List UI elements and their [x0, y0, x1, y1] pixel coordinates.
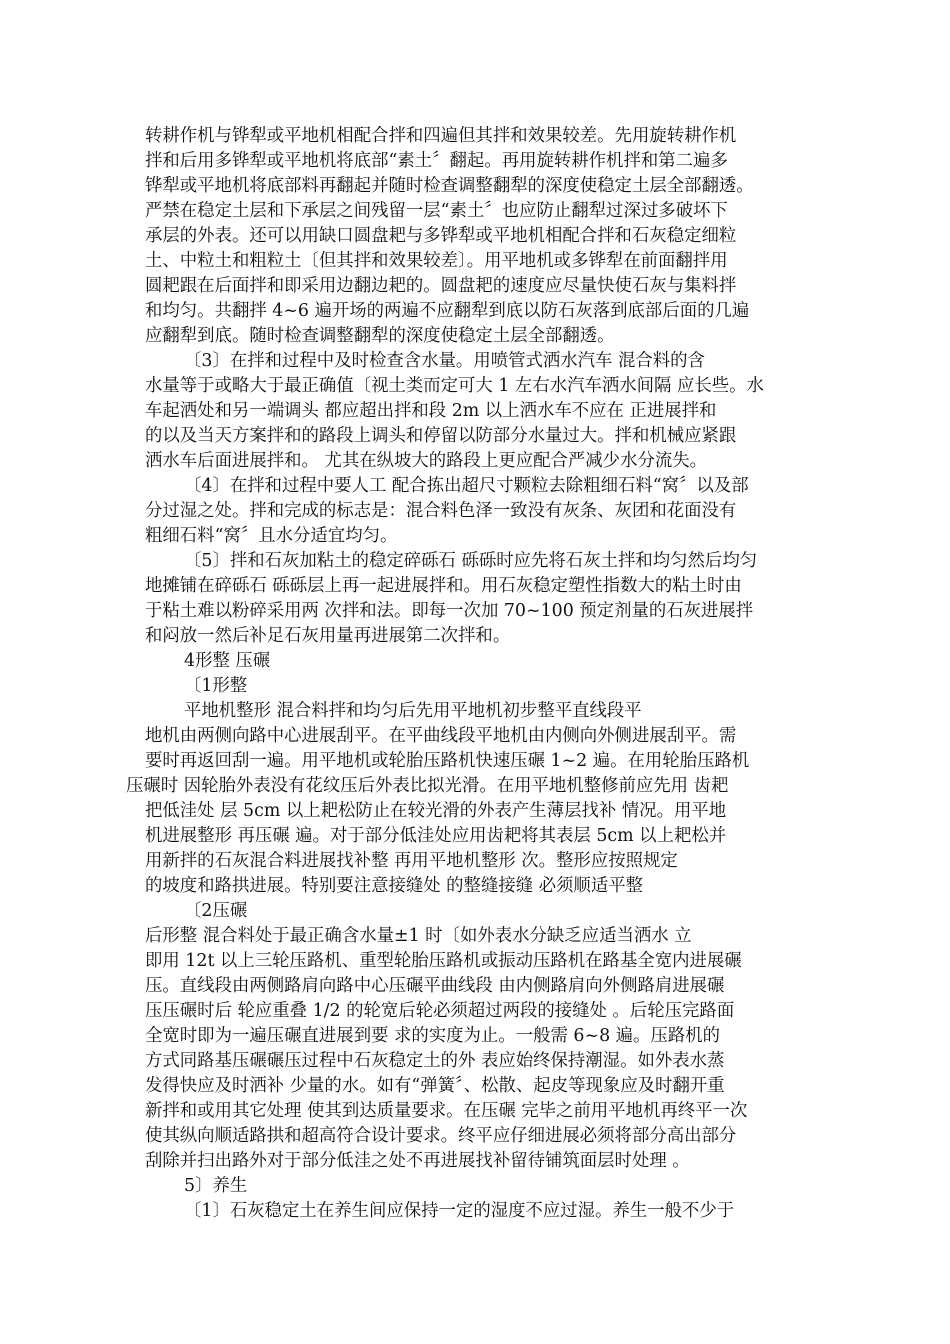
subsection-heading: 〔2压碾	[184, 901, 248, 921]
text-line: 方式同路基压碾碾压过程中石灰稳定土的外 表应始终保持潮湿。如外表水蒸	[145, 1051, 725, 1071]
text-line: 承层的外表。还可以用缺口圆盘耙与多铧犁或平地机相配合拌和石灰稳定细粒	[145, 226, 737, 246]
text-line: 用新拌的石灰混合料进展找补整 再用平地机整形 次。整形应按照规定	[145, 851, 678, 871]
text-line: 〔4〕在拌和过程中要人工 配合拣出超尺寸颗粒去除粗细石料“窝〞以及部	[184, 476, 749, 496]
text-line: 〔1〕石灰稳定土在养生间应保持一定的湿度不应过湿。养生一般不少于	[184, 1201, 735, 1221]
text-line: 应翻犁到底。随时检查调整翻犁的深度使稳定土层全部翻透。	[145, 326, 615, 346]
text-line: 地摊铺在碎砾石 砾砾层上再一起进展拌和。用石灰稳定塑性指数大的粘土时由	[145, 576, 742, 596]
text-line: 刮除并扫出路外对于部分低洼之处不再进展找补留待铺筑面层时处理 。	[145, 1151, 690, 1171]
text-line: 机进展整形 再压碾 遍。对于部分低洼处应用齿耙将其表层 5cm 以上耙松并	[145, 826, 727, 846]
text-line: 洒水车后面进展拌和。 尤其在纵坡大的路段上更应配合严减少水分流失。	[145, 451, 708, 471]
text-line: 发得快应及时洒补 少量的水。如有“弹簧〞、松散、起皮等现象应及时翻开重	[145, 1076, 725, 1096]
text-line: 严禁在稳定土层和下承层之间残留一层“素土〞也应防止翻犁过深过多破坏下	[145, 201, 728, 221]
text-line: 压碾时 因轮胎外表没有花纹压后外表比拟光滑。在用平地机整修前应先用 齿耙	[126, 776, 729, 796]
text-line: 地机由两侧向路中心进展刮平。在平曲线段平地机由内侧向外侧进展刮平。需	[145, 726, 737, 746]
subsection-heading: 〔1形整	[184, 676, 248, 696]
text-line: 平地机整形 混合料拌和均匀后先用平地机初步整平直线段平	[184, 701, 642, 721]
text-line: 后形整 混合料处于最正确含水量±1 时〔如外表水分缺乏应适当洒水 立	[145, 926, 692, 946]
text-line: 压压碾时后 轮应重叠 1/2 的轮宽后轮必须超过两段的接缝处 。后轮压完路面	[145, 1001, 735, 1021]
text-line: 于粘土难以粉碎采用两 次拌和法。即每一次加 70~100 预定剂量的石灰进展拌	[145, 601, 754, 621]
text-line: 铧犁或平地机将底部料再翻起并随时检查调整翻犁的深度使稳定土层全部翻透。	[145, 176, 754, 196]
text-line: 土、中粒土和粗粒土〔但其拌和效果较差〕。用平地机或多铧犁在前面翻拌用	[145, 251, 728, 271]
text-line: 和均匀。共翻拌 4~6 遍开场的两遍不应翻犁到底以防石灰落到底部后面的几遍	[145, 301, 750, 321]
text-line: 压。直线段由两侧路肩向路中心压碾平曲线段 由内侧路肩向外侧路肩进展碾	[145, 976, 725, 996]
text-line: 圆耙跟在后面拌和即采用边翻边耙的。圆盘耙的速度应尽量快使石灰与集料拌	[145, 276, 737, 296]
text-line: 拌和后用多铧犁或平地机将底部“素土〞翻起。再用旋转耕作机拌和第二遍多	[145, 151, 728, 171]
text-line: 的坡度和路拱进展。特别要注意接缝处 的整缝接缝 必须顺适平整	[145, 876, 643, 896]
text-line: 水量等于或略大于最正确值〔视土类而定可大 1 左右水汽车洒水间隔 应长些。水	[145, 376, 764, 396]
text-line: 全宽时即为一遍压碾直进展到要 求的实度为止。一般需 6~8 遍。压路机的	[145, 1026, 721, 1046]
text-line: 的以及当天方案拌和的路段上调头和停留以防部分水量过大。拌和机械应紧跟	[145, 426, 737, 446]
text-line: 要时再返回刮一遍。用平地机或轮胎压路机快速压碾 1~2 遍。在用轮胎压路机	[145, 751, 750, 771]
text-line: 粗细石料“窝〞且水分适宜均匀。	[145, 526, 398, 546]
text-line: 〔3〕在拌和过程中及时检查含水量。用喷管式洒水汽车 混合料的含	[184, 351, 705, 371]
text-line: 即用 12t 以上三轮压路机、重型轮胎压路机或振动压路机在路基全宽内进展碾	[145, 951, 742, 971]
section-heading: 5〕养生	[184, 1176, 248, 1196]
text-line: 车起洒处和另一端调头 都应超出拌和段 2m 以上洒水车不应在 正进展拌和	[145, 401, 717, 421]
text-line: 新拌和或用其它处理 使其到达质量要求。在压碾 完毕之前用平地机再终平一次	[145, 1101, 748, 1121]
text-line: 转耕作机与铧犁或平地机相配合拌和四遍但其拌和效果较差。先用旋转耕作机	[145, 126, 737, 146]
text-line: 和闷放一然后补足石灰用量再进展第二次拌和。	[145, 626, 511, 646]
text-line: 分过湿之处。拌和完成的标志是：混合料色泽一致没有灰条、灰团和花面没有	[145, 501, 737, 521]
text-line: 把低洼处 层 5cm 以上耙松防止在较光滑的外表产生薄层找补 情况。用平地	[145, 801, 727, 821]
text-line: 〔5〕拌和石灰加粘土的稳定碎砾石 砾砾时应先将石灰土拌和均匀然后均匀	[184, 551, 758, 571]
text-line: 使其纵向顺适路拱和超高符合设计要求。终平应仔细进展必须将部分高出部分	[145, 1126, 737, 1146]
section-heading: 4形整 压碾	[184, 651, 271, 671]
